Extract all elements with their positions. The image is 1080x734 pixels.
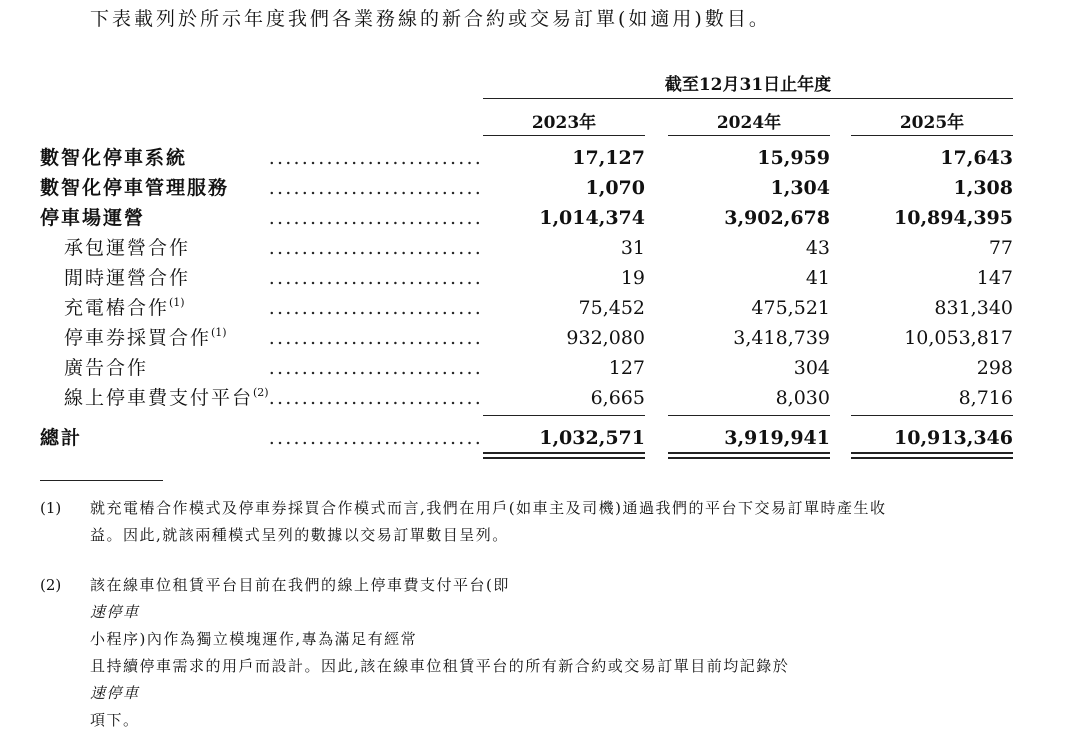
footnote-text: 就充電樁合作模式及停車券採買合作模式而言,我們在用戶(如車主及司機)通過我們的平台下交易訂單時產生收 益。因此,就該兩種模式呈列的數據以交易訂單數目呈列。	[90, 499, 887, 544]
value-2025: 10,053,817	[904, 327, 1013, 349]
row-label: 充電樁合作$^{(1)}$	[64, 296, 185, 319]
value-2025: 10,913,346	[894, 427, 1013, 449]
value-2025: 17,643	[940, 147, 1013, 169]
value-2023: 1,014,374	[539, 207, 645, 229]
table-row-total	[40, 423, 1013, 453]
value-2023: 17,127	[572, 147, 645, 169]
year-header-2025: 2025年	[899, 113, 965, 133]
value-2025: 1,308	[953, 177, 1013, 199]
value-2024: 3,902,678	[724, 207, 830, 229]
app-name-emphasis: 速停車	[90, 603, 140, 621]
intro-paragraph: 下表載列於所示年度我們各業務線的新合約或交易訂單(如適用)數目。	[90, 8, 771, 30]
table-row-online-payment-platform	[40, 383, 1013, 413]
total-double-rule	[668, 452, 830, 459]
row-label: 數智化停車系統	[40, 147, 188, 169]
subtotal-rule	[668, 415, 830, 416]
footnote-text: 該在線車位租賃平台目前在我們的線上停車費支付平台(即 速停車 小程序)內作為獨立模塊運作,專為滿足有經常 且持續停車需求的用戶而設計。因此,該在線車位租賃平台的所有新合約或交易訂單目前均記錄於 速停車 項下。	[90, 576, 790, 729]
row-label: 總計	[40, 427, 83, 449]
year-header-2024: 2024年	[716, 113, 782, 133]
value-2024: 43	[805, 237, 830, 259]
app-name-emphasis: 速停車	[90, 684, 140, 702]
year-header-rule	[851, 135, 1013, 136]
year-header-rule	[668, 135, 830, 136]
value-2024: 8,030	[775, 387, 830, 409]
table-row-contract-operation	[40, 233, 1013, 263]
year-header-2023: 2023年	[531, 113, 597, 133]
row-label: 承包運營合作	[64, 237, 191, 259]
subtotal-rule	[851, 415, 1013, 416]
value-2024: 3,919,941	[724, 427, 830, 449]
total-double-rule	[851, 452, 1013, 459]
leader-dots: ..........................	[268, 267, 483, 289]
value-2023: 6,665	[590, 387, 645, 409]
row-label: 停車場運營	[40, 207, 146, 229]
value-2025: 298	[976, 357, 1013, 379]
table-row-advertising	[40, 353, 1013, 383]
table-row-idle-time-operation	[40, 263, 1013, 293]
leader-dots: ..........................	[268, 327, 483, 349]
leader-dots: ..........................	[268, 237, 483, 259]
leader-dots: ..........................	[268, 207, 483, 229]
leader-dots: ..........................	[268, 177, 483, 199]
leader-dots: ..........................	[268, 357, 483, 379]
footnote-marker: (1)	[169, 296, 185, 309]
value-2025: 10,894,395	[894, 207, 1013, 229]
footnote-marker: (1)	[211, 326, 227, 339]
period-header: 截至12月31日止年度	[664, 75, 832, 95]
row-label: 廣告合作	[64, 357, 149, 379]
leader-dots: ..........................	[268, 147, 483, 169]
value-2024: 475,521	[751, 297, 830, 319]
subtotal-rule	[483, 415, 645, 416]
table-row-digital-parking-management	[40, 173, 1013, 203]
value-2023: 75,452	[578, 297, 645, 319]
footnote-number: (1)	[40, 499, 62, 517]
leader-dots: ..........................	[268, 387, 483, 409]
row-label: 數智化停車管理服務	[40, 177, 230, 199]
value-2025: 831,340	[934, 297, 1013, 319]
value-2023: 31	[620, 237, 645, 259]
footnote-marker: (2)	[253, 386, 269, 399]
table-row-parking-voucher	[40, 323, 1013, 353]
value-2023: 1,070	[585, 177, 645, 199]
total-double-rule	[483, 452, 645, 459]
value-2024: 41	[805, 267, 830, 289]
table-row-digital-parking-system	[40, 143, 1013, 173]
row-label: 停車券採買合作$^{(1)}$	[64, 326, 227, 349]
value-2024: 3,418,739	[733, 327, 830, 349]
value-2025: 8,716	[958, 387, 1013, 409]
leader-dots: ..........................	[268, 297, 483, 319]
row-label: 閒時運營合作	[64, 267, 191, 289]
table-row-parking-lot-operation	[40, 203, 1013, 233]
footnote-number: (2)	[40, 576, 62, 594]
value-2023: 1,032,571	[539, 427, 645, 449]
table-row-charging-pile	[40, 293, 1013, 323]
value-2023: 127	[608, 357, 645, 379]
value-2025: 77	[988, 237, 1013, 259]
leader-dots: ..........................	[268, 427, 483, 449]
value-2024: 304	[793, 357, 830, 379]
value-2024: 1,304	[770, 177, 830, 199]
row-label: 線上停車費支付平台$^{(2)}$	[64, 386, 269, 409]
value-2025: 147	[976, 267, 1013, 289]
footnote-separator	[40, 480, 163, 481]
period-header-rule	[483, 98, 1013, 99]
value-2023: 19	[620, 267, 645, 289]
value-2023: 932,080	[566, 327, 645, 349]
year-header-rule	[483, 135, 645, 136]
value-2024: 15,959	[757, 147, 830, 169]
